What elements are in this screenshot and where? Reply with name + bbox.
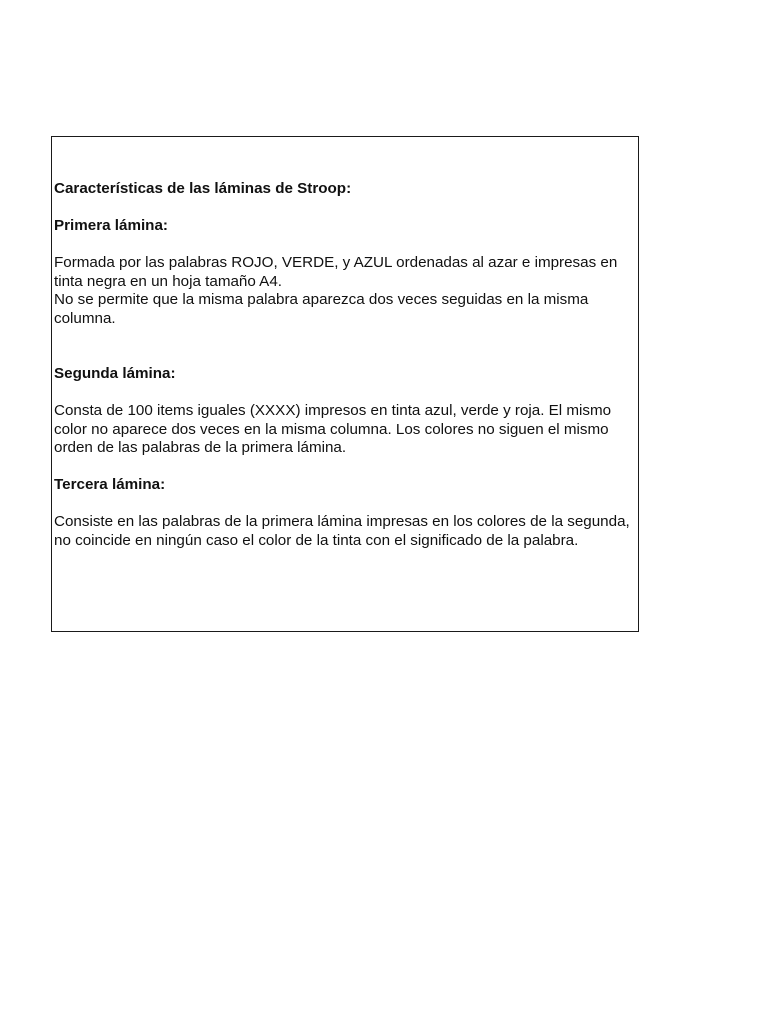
spacer xyxy=(54,458,638,477)
section-body-primera: Formada por las palabras ROJO, VERDE, y AZUL ordenadas al azar e impresas en tinta negra en un hoja tamaño A4. No se permite que la misma palabra aparezca dos veces seguidas en la misma columna. xyxy=(54,254,618,327)
section-body-segunda: Consta de 100 items iguales (XXXX) impresos en tinta azul, verde y roja. El mismo color no aparece dos veces en la misma columna. Los colores no siguen el mismo orden de las palabras de la primera lámina. xyxy=(54,402,612,456)
document-content xyxy=(54,180,638,550)
spacer xyxy=(54,236,638,255)
document-title: Características de las láminas de Stroop: xyxy=(54,180,352,197)
spacer xyxy=(54,328,638,365)
section-heading-tercera: Tercera lámina: xyxy=(54,476,166,493)
spacer xyxy=(54,384,638,403)
spacer xyxy=(54,495,638,514)
section-heading-segunda: Segunda lámina: xyxy=(54,365,176,382)
spacer xyxy=(54,199,638,218)
section-heading-primera: Primera lámina: xyxy=(54,217,168,234)
section-body-tercera: Consiste en las palabras de la primera lámina impresas en los colores de la segunda, no coincide en ningún caso el color de la tinta con el significado de la palabra. xyxy=(54,513,630,549)
document-frame xyxy=(51,136,639,632)
